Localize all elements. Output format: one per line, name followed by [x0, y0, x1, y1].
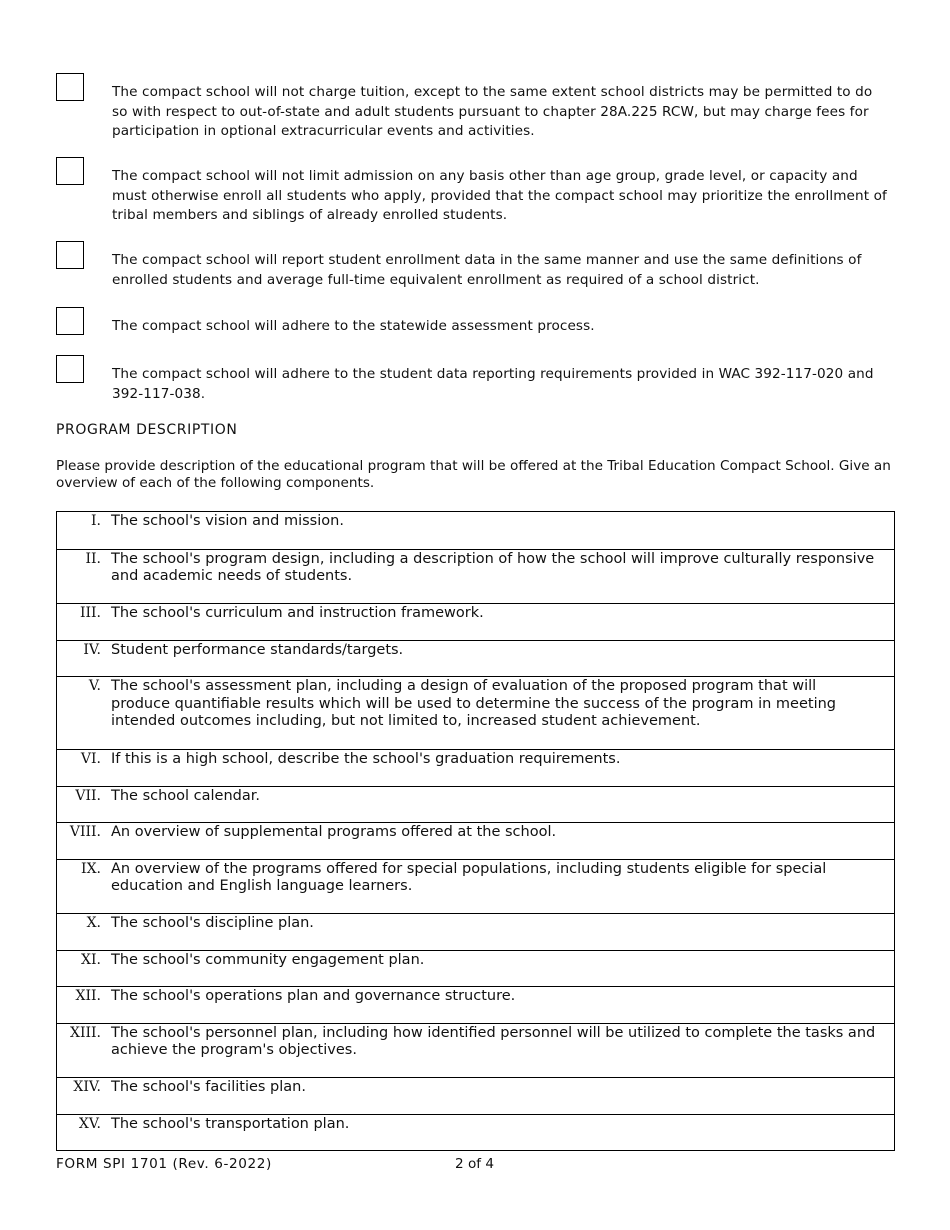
- row-text: The school's program design, including a description of how the school will improve culturally responsive and academic needs of students.: [111, 550, 875, 584]
- row-text: The school's facilities plan.: [111, 1079, 306, 1095]
- section-intro: Please provide description of the educational program that will be offered at the Tribal Education Compact School. Give an overview of each of the following components.: [56, 458, 891, 491]
- row-text: An overview of the programs offered for special populations, including students eligible for special education and English language learners.: [111, 860, 827, 894]
- table-row: [57, 1077, 894, 1114]
- row-text: The school's personnel plan, including how identified personnel will be utilized to complete the tasks and achieve the program's objectives.: [111, 1024, 876, 1058]
- assurance-checkbox[interactable]: [56, 355, 84, 383]
- row-text: The school calendar.: [111, 787, 261, 804]
- table-row: [57, 822, 894, 859]
- row-numeral: X.: [86, 915, 101, 931]
- assurance-checkbox[interactable]: [56, 157, 84, 185]
- row-text: If this is a high school, describe the school's graduation requirements.: [111, 751, 621, 767]
- row-numeral: XI.: [81, 951, 101, 968]
- table-row: [57, 512, 894, 549]
- row-numeral: VI.: [80, 751, 101, 767]
- table-row: [57, 640, 894, 677]
- assurance-checkbox[interactable]: [56, 73, 84, 101]
- assurance-text: The compact school will not charge tuition, except to the same extent school districts may be permitted to do so with respect to out-of-state and adult students pursuant to chapter 28A.225 RCW, but may charge fees for participation in optional extracurricular events and activities.: [112, 84, 873, 139]
- page-number: 2 of 4: [455, 1156, 495, 1172]
- row-text: The school's vision and mission.: [111, 513, 344, 529]
- table-row: [57, 749, 894, 786]
- table-row: [57, 859, 894, 914]
- row-numeral: IX.: [81, 860, 101, 877]
- row-text: The school's assessment plan, including a design of evaluation of the proposed program that will produce quantifiable results which will be used to determine the success of the program in meeting intended outcomes including, but not limited to, increased student achievement.: [111, 678, 836, 729]
- row-numeral: IV.: [83, 641, 101, 658]
- table-row: [57, 786, 894, 823]
- row-text: The school's operations plan and governance structure.: [111, 988, 516, 1004]
- table-row: [57, 986, 894, 1023]
- row-numeral: V.: [88, 678, 101, 694]
- row-numeral: I.: [91, 513, 101, 529]
- table-row: [57, 549, 894, 604]
- assurance-checkbox[interactable]: [56, 241, 84, 269]
- assurance-text: The compact school will adhere to the student data reporting requirements provided in WAC 392-117-020 and 392-117-038.: [112, 366, 874, 402]
- row-numeral: XV.: [78, 1115, 101, 1132]
- assurance-text: The compact school will report student enrollment data in the same manner and use the same definitions of enrolled students and average full-time equivalent enrollment as required of a school district.: [112, 252, 862, 288]
- table-row: [57, 950, 894, 987]
- row-numeral: XIII.: [69, 1024, 101, 1041]
- row-numeral: XII.: [75, 988, 101, 1004]
- form-identifier: FORM SPI 1701 (Rev. 6-2022): [56, 1156, 272, 1172]
- row-numeral: VIII.: [69, 824, 101, 840]
- row-numeral: VII.: [75, 787, 101, 804]
- row-numeral: III.: [79, 605, 101, 621]
- row-text: The school's curriculum and instruction framework.: [111, 605, 484, 621]
- row-text: The school's transportation plan.: [111, 1115, 350, 1132]
- section-heading: PROGRAM DESCRIPTION: [56, 422, 238, 438]
- table-row: [57, 1023, 894, 1078]
- table-row: [57, 603, 894, 640]
- assurance-text: The compact school will not limit admission on any basis other than age group, grade level, or capacity and must otherwise enroll all students who apply, provided that the compact school may prioritize the enrollment of tribal members and siblings of already enrolled students.: [112, 168, 887, 223]
- row-text: The school's community engagement plan.: [111, 951, 425, 968]
- table-row: [57, 1114, 894, 1151]
- table-row: [57, 913, 894, 950]
- row-text: An overview of supplemental programs offered at the school.: [111, 824, 557, 840]
- assurance-checkbox[interactable]: [56, 307, 84, 335]
- row-numeral: II.: [85, 550, 101, 567]
- row-text: Student performance standards/targets.: [111, 641, 404, 658]
- components-table: [56, 511, 895, 1151]
- table-row: [57, 676, 894, 749]
- row-numeral: XIV.: [73, 1079, 101, 1095]
- row-text: The school's discipline plan.: [111, 915, 314, 931]
- assurance-text: The compact school will adhere to the statewide assessment process.: [112, 318, 595, 334]
